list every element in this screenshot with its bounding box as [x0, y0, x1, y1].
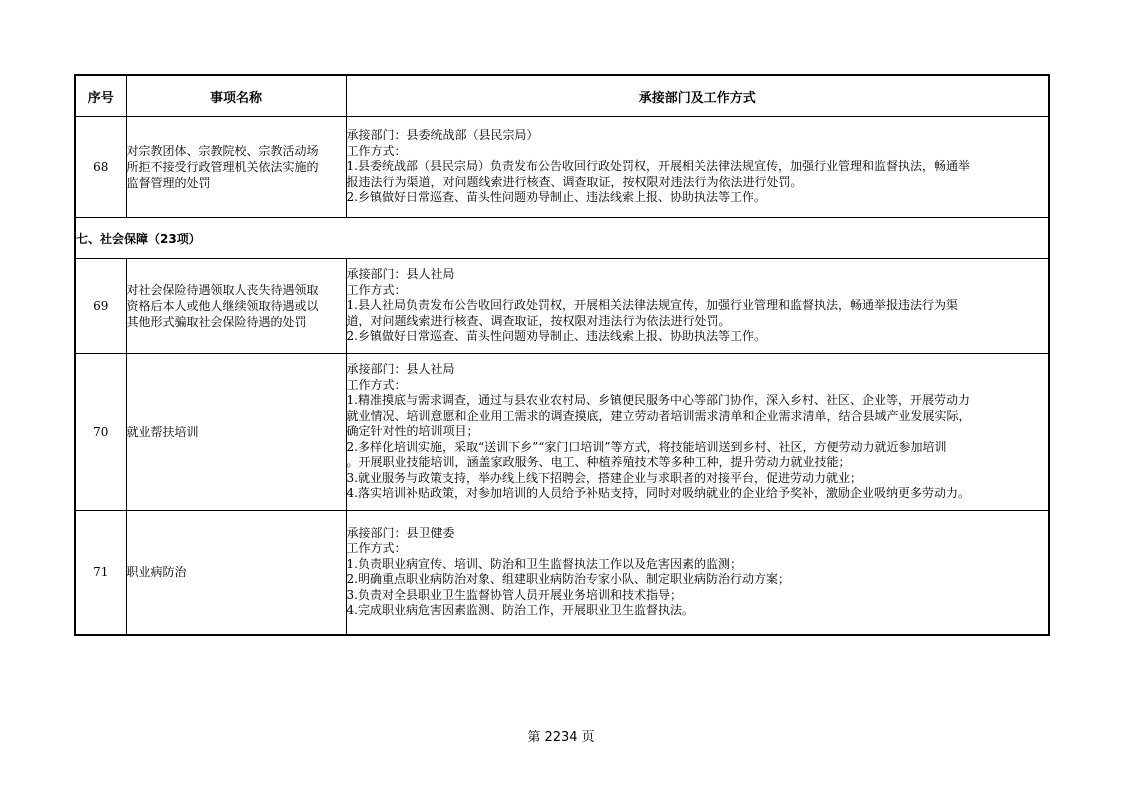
- row-item-name: [126, 259, 346, 354]
- name-line: 对宗教团体、宗教院校、宗教活动场: [126, 144, 319, 158]
- row-detail: [346, 259, 1049, 354]
- table-header-row: [75, 75, 1049, 117]
- detail-line: 2.乡镇做好日常巡查、苗头性问题劝导制止、违法线索上报、协助执法等工作。: [346, 190, 766, 205]
- name-line: 监督管理的处罚: [126, 176, 211, 190]
- section-title: 七、社会保障（23项）: [75, 218, 1049, 259]
- detail-line: 就业情况、培训意愿和企业用工需求的调查摸底，建立劳动者培训需求清单和企业需求清单，结合县域产业发展实际，: [346, 408, 971, 423]
- row-detail: [346, 354, 1049, 511]
- detail-line: 道，对问题线索进行核查、调查取证，按权限对违法行为依法进行处罚。: [346, 313, 731, 328]
- detail-line: 1.负责职业病宣传、培训、防治和卫生监督执法工作以及危害因素的监测；: [346, 556, 742, 571]
- name-line: 其他形式骗取社会保险待遇的处罚: [126, 315, 307, 329]
- matters-table: [74, 74, 1050, 636]
- detail-line: 3.负责对全县职业卫生监督协管人员开展业务培训和技术指导；: [346, 587, 682, 602]
- row-detail: [346, 511, 1049, 635]
- detail-line: 承接部门：县人社局: [346, 267, 455, 282]
- row-number: 71: [75, 511, 126, 635]
- detail-line: 1.县人社局负责发布公告收回行政处罚权，开展相关法律法规宣传，加强行业管理和监督执法，畅通举报违法行为渠: [346, 298, 958, 313]
- detail-line: 1.精准摸底与需求调查，通过与县农业农村局、乡镇便民服务中心等部门协作，深入乡村、社区、企业等，开展劳动力: [346, 393, 970, 408]
- name-line: 职业病防治: [126, 565, 187, 580]
- detail-line: 承接部门：县委统战部（县民宗局）: [346, 128, 539, 143]
- detail-line: 工作方式：: [346, 143, 407, 158]
- detail-line: 工作方式：: [346, 541, 407, 556]
- row-number: 70: [75, 354, 126, 511]
- row-item-name: [126, 511, 346, 635]
- name-line: 就业帮扶培训: [126, 425, 199, 439]
- detail-line: 报违法行为渠道，对问题线索进行核查、调查取证，按权限对违法行为依法进行处罚。: [346, 174, 803, 189]
- page-number: 第 2234 页: [527, 730, 595, 745]
- detail-line: 。开展职业技能培训，涵盖家政服务、电工、种植养殖技术等多种工种，提升劳动力就业技能；: [346, 455, 851, 470]
- detail-line: 确定针对性的培训项目；: [346, 424, 479, 439]
- detail-line: 4.完成职业病危害因素监测、防治工作，开展职业卫生监督执法。: [346, 603, 694, 618]
- detail-line: 工作方式：: [346, 282, 407, 297]
- row-item-name: [126, 354, 346, 511]
- detail-line: 承接部门：县人社局: [346, 362, 455, 377]
- table-row: [75, 117, 1049, 218]
- section-row: [75, 218, 1049, 259]
- table-row: [75, 511, 1049, 635]
- detail-line: 3.就业服务与政策支持，举办线上线下招聘会，搭建企业与求职者的对接平台，促进劳动力就业；: [346, 470, 862, 485]
- table-row: [75, 354, 1049, 511]
- detail-line: 2.明确重点职业病防治对象、组建职业病防治专家小队、制定职业病防治行动方案；: [346, 572, 790, 587]
- header-item-name: 事项名称: [126, 75, 346, 117]
- detail-line: 2.多样化培训实施，采取“送训下乡”“家门口培训”等方式，将技能培训送到乡村、社区，方便劳动力就近参加培训: [346, 439, 947, 454]
- detail-line: 4.落实培训补贴政策，对参加培训的人员给予补贴支持，同时对吸纳就业的企业给予奖补，激励企业吸纳更多劳动力。: [346, 486, 970, 501]
- detail-line: 2.乡镇做好日常巡查、苗头性问题劝导制止、违法线索上报、协助执法等工作。: [346, 329, 766, 344]
- detail-line: 1.县委统战部（县民宗局）负责发布公告收回行政处罚权，开展相关法律法规宣传，加强行业管理和监督执法，畅通举: [346, 159, 970, 174]
- name-line: 对社会保险待遇领取人丧失待遇领取: [126, 283, 319, 297]
- row-detail: [346, 117, 1049, 218]
- row-number: 69: [75, 259, 126, 354]
- header-number: 序号: [75, 75, 126, 117]
- table-row: [75, 259, 1049, 354]
- header-department-method: 承接部门及工作方式: [346, 75, 1049, 117]
- row-number: 68: [75, 117, 126, 218]
- name-line: 资格后本人或他人继续领取待遇或以: [126, 299, 319, 313]
- row-item-name: [126, 117, 346, 218]
- detail-line: 工作方式：: [346, 377, 407, 392]
- detail-line: 承接部门：县卫健委: [346, 525, 455, 540]
- name-line: 所拒不接受行政管理机关依法实施的: [126, 160, 319, 174]
